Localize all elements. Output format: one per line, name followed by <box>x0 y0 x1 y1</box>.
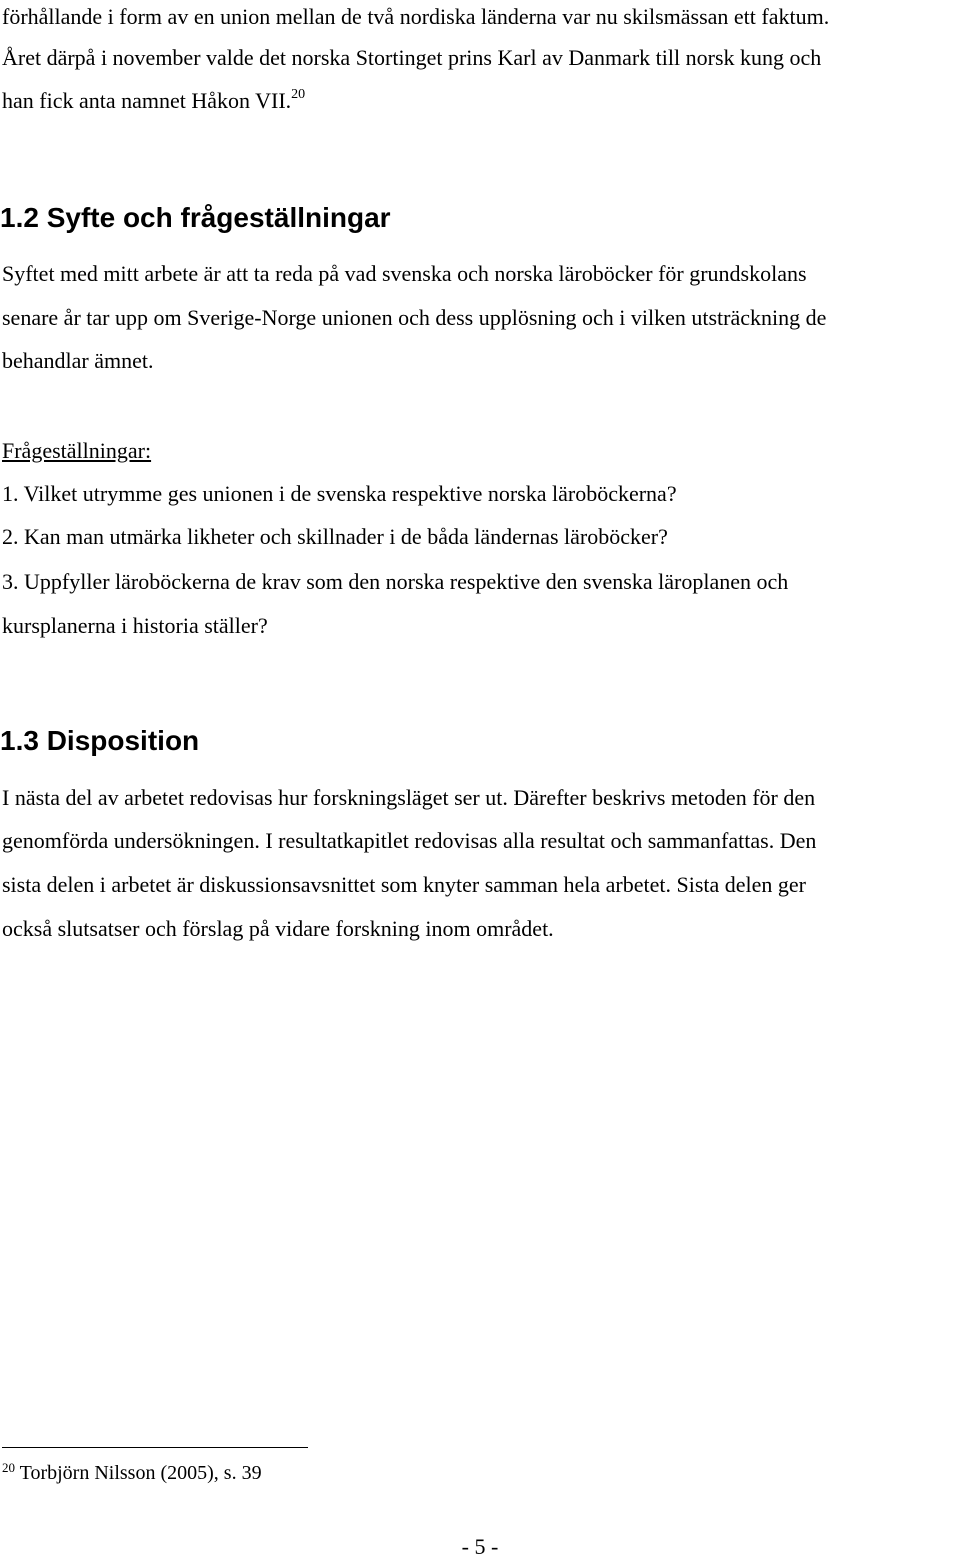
footnote-number: 20 <box>2 1460 15 1475</box>
question-1: 1. Vilket utrymme ges unionen i de svenska respektive norska läroböckerna? <box>2 481 677 506</box>
footnote-reference: 20 <box>291 87 306 102</box>
page-number: - 5 - <box>461 1534 499 1559</box>
section-heading-1-3: 1.3 Disposition <box>0 725 200 756</box>
intro-line-3-text: han fick anta namnet Håkon VII. <box>2 88 292 113</box>
purpose-line-3: behandlar ämnet. <box>2 348 154 373</box>
intro-line-1: förhållande i form av en union mellan de två nordiska länderna var nu skilsmässan ett faktum. <box>2 4 830 29</box>
intro-line-2: Året därpå i november valde det norska Stortinget prins Karl av Danmark till norsk kung och <box>2 45 822 70</box>
footnote <box>2 1460 262 1486</box>
purpose-line-2: senare år tar upp om Sverige-Norge unionen och dess upplösning och i vilken utsträckning de <box>2 305 827 330</box>
question-3-line-1: 3. Uppfyller läroböckerna de krav som den norska respektive den svenska läroplanen och <box>2 569 789 594</box>
disposition-line-2: genomförda undersökningen. I resultatkapitlet redovisas alla resultat och sammanfattas. Den <box>2 828 817 853</box>
footnote-text: Torbjörn Nilsson (2005), s. 39 <box>19 1462 262 1484</box>
footnote-separator <box>2 1447 308 1448</box>
section-heading-1-2: 1.2 Syfte och frågeställningar <box>0 202 391 233</box>
question-2: 2. Kan man utmärka likheter och skillnader i de båda ländernas läroböcker? <box>2 524 668 549</box>
disposition-line-4: också slutsatser och förslag på vidare forskning inom området. <box>2 916 554 941</box>
question-3-line-2: kursplanerna i historia ställer? <box>2 613 268 638</box>
purpose-line-1: Syftet med mitt arbete är att ta reda på vad svenska och norska läroböcker för grundskolans <box>2 261 807 286</box>
intro-line-3 <box>2 88 305 114</box>
disposition-line-3: sista delen i arbetet är diskussionsavsnittet som knyter samman hela arbetet. Sista delen ger <box>2 872 807 897</box>
disposition-line-1: I nästa del av arbetet redovisas hur forskningsläget ser ut. Därefter beskrivs metoden för den <box>2 785 816 810</box>
questions-label: Frågeställningar: <box>2 438 152 463</box>
